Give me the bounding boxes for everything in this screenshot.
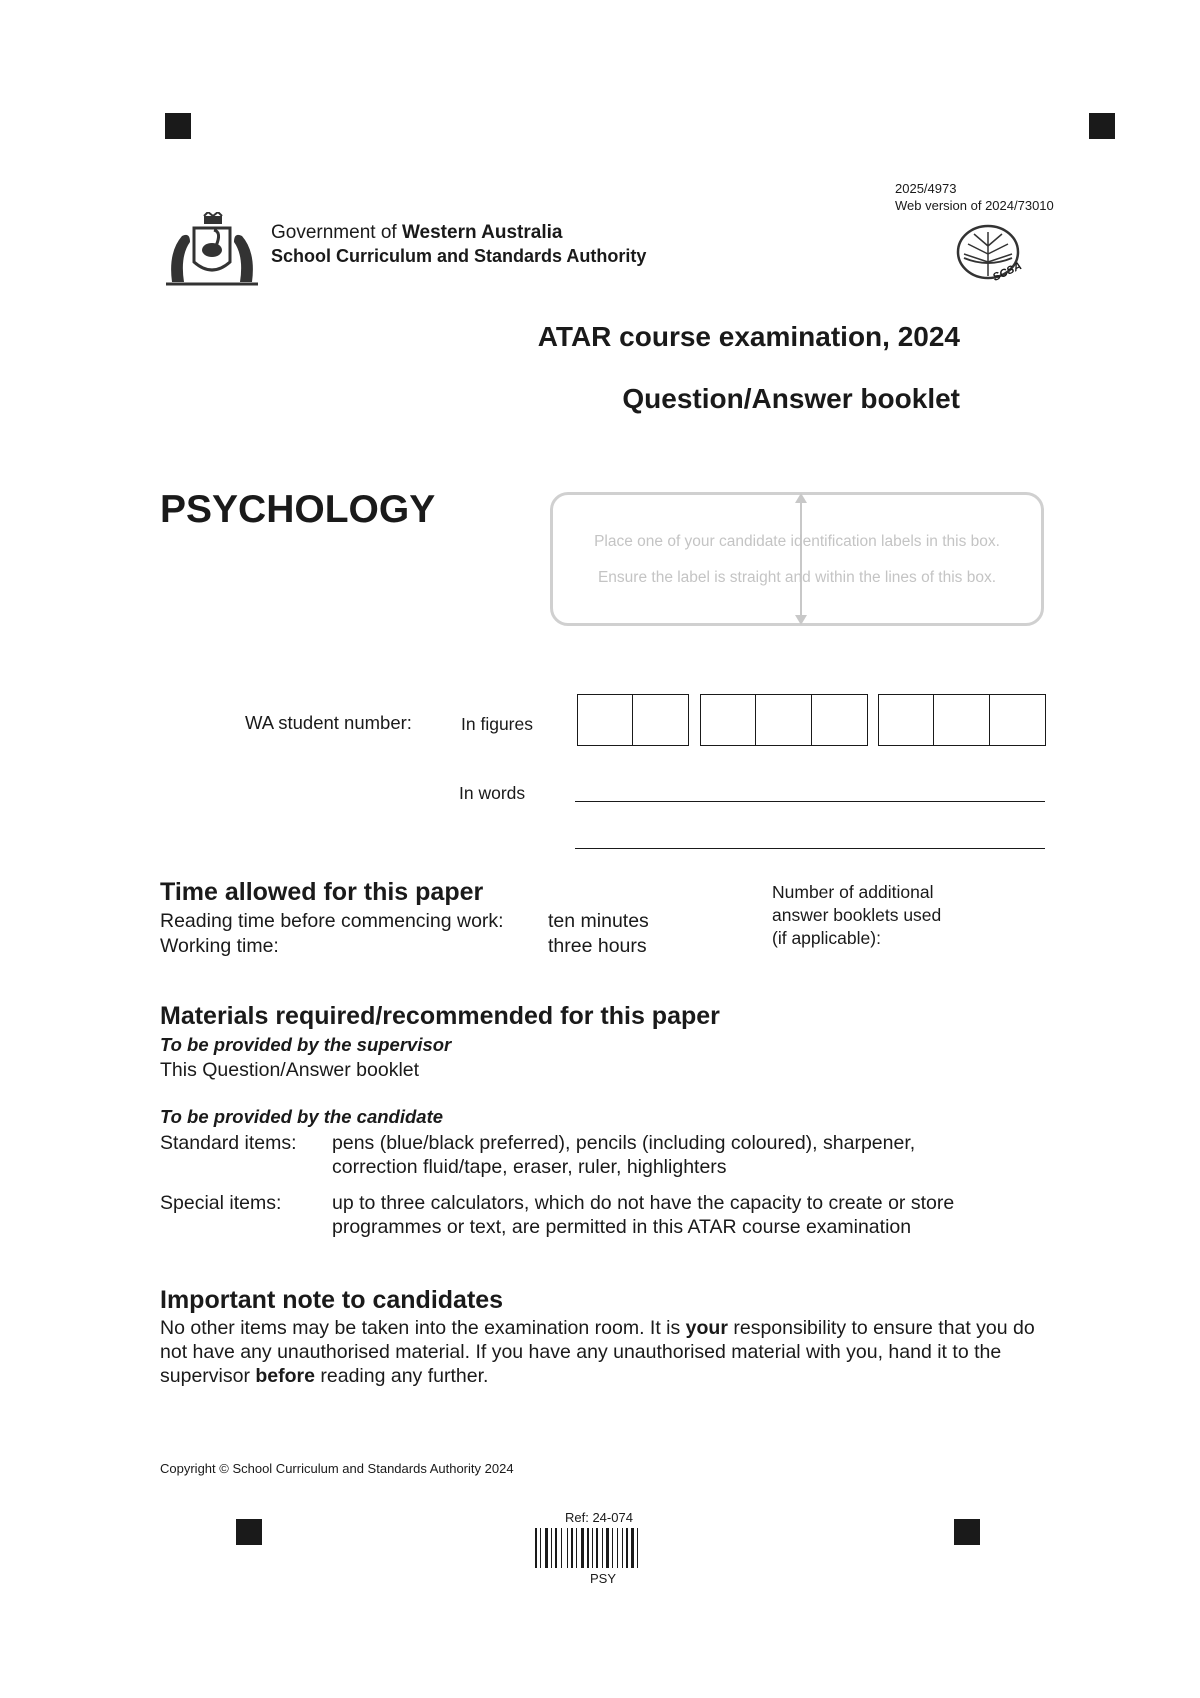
- registration-mark-bottom-right: [954, 1519, 980, 1545]
- web-version-code: Web version of 2024/73010: [895, 198, 1054, 213]
- digit-box[interactable]: [633, 695, 688, 745]
- barcode-bar: [551, 1528, 552, 1568]
- student-number-group-2[interactable]: [700, 694, 868, 746]
- label-box-instruction-2: Ensure the label is straight and within the lines of this box.: [597, 569, 997, 586]
- student-number-group-3[interactable]: [878, 694, 1046, 746]
- in-figures-label: In figures: [461, 714, 533, 734]
- barcode-bar: [631, 1528, 634, 1568]
- additional-booklets-label: Number of additional answer booklets used (if applicable):: [772, 882, 942, 948]
- candidate-subheading: To be provided by the candidate: [160, 1106, 444, 1127]
- barcode-bar: [596, 1528, 598, 1568]
- working-time-label: Working time:: [160, 935, 279, 957]
- in-words-line-2[interactable]: [575, 848, 1045, 849]
- registration-mark-top-right: [1089, 113, 1115, 139]
- barcode-bar: [555, 1528, 557, 1568]
- vertical-arrow-icon: [793, 491, 809, 627]
- wa-government-crest-logo: [160, 212, 264, 292]
- registration-mark-bottom-left: [236, 1519, 262, 1545]
- standard-items-value: pens (blue/black preferred), pencils (including coloured), sharpener, correction fluid/tape, eraser, ruler, highlighters: [332, 1132, 916, 1178]
- digit-box[interactable]: [879, 695, 934, 745]
- barcode-text: PSY: [590, 1571, 617, 1586]
- digit-box[interactable]: [701, 695, 756, 745]
- in-words-label: In words: [459, 783, 526, 803]
- reading-time-label: Reading time before commencing work:: [160, 910, 504, 932]
- barcode-bar: [617, 1528, 618, 1568]
- supervisor-item: This Question/Answer booklet: [160, 1059, 420, 1081]
- working-time-value: three hours: [548, 935, 647, 957]
- scsa-logo: [952, 222, 1036, 288]
- government-name-line1: Government of Western Australia: [271, 222, 563, 243]
- digit-box[interactable]: [756, 695, 811, 745]
- barcode-bar: [626, 1528, 628, 1568]
- barcode-bar: [602, 1528, 603, 1568]
- copyright-notice: Copyright © School Curriculum and Standards Authority 2024: [160, 1461, 514, 1476]
- barcode: [535, 1528, 675, 1568]
- barcode-bar: [592, 1528, 593, 1568]
- time-heading: Time allowed for this paper: [160, 878, 484, 906]
- important-note-heading: Important note to candidates: [160, 1286, 504, 1314]
- reference-number: Ref: 24-074: [565, 1510, 633, 1525]
- barcode-bar: [576, 1528, 577, 1568]
- student-number-label: WA student number:: [245, 712, 412, 733]
- label-box-instruction-1: Place one of your candidate identification labels in this box.: [594, 533, 1000, 550]
- barcode-bar: [606, 1528, 609, 1568]
- important-note-text: No other items may be taken into the examination room. It is your responsibility to ensure that you do not have any unauthorised material. If you have any unauthorised material with you, hand it to the supervisor before reading any further.: [160, 1317, 1035, 1387]
- digit-box[interactable]: [578, 695, 633, 745]
- subject-title: PSYCHOLOGY: [160, 488, 436, 531]
- digit-box[interactable]: [812, 695, 867, 745]
- reading-time-value: ten minutes: [548, 910, 649, 932]
- candidate-label-box: [550, 492, 1044, 626]
- special-items-label: Special items:: [160, 1192, 282, 1214]
- barcode-bar: [567, 1528, 568, 1568]
- barcode-bar: [587, 1528, 589, 1568]
- scsa-logo-text: SCSA: [990, 260, 1024, 284]
- barcode-bar: [561, 1528, 562, 1568]
- barcode-bar: [535, 1528, 537, 1568]
- materials-heading: Materials required/recommended for this paper: [160, 1002, 720, 1030]
- government-name-line2: School Curriculum and Standards Authority: [271, 246, 647, 266]
- supervisor-subheading: To be provided by the supervisor: [160, 1034, 452, 1055]
- digit-box[interactable]: [934, 695, 989, 745]
- registration-mark-top-left: [165, 113, 191, 139]
- barcode-bar: [581, 1528, 584, 1568]
- exam-title: ATAR course examination, 2024: [537, 321, 960, 352]
- barcode-bar: [612, 1528, 613, 1568]
- barcode-bar: [622, 1528, 623, 1568]
- special-items-value: up to three calculators, which do not have the capacity to create or store programmes or text, are permitted in this ATAR course examination: [332, 1192, 955, 1238]
- barcode-bar: [540, 1528, 541, 1568]
- document-code: 2025/4973: [895, 181, 957, 196]
- student-number-group-1[interactable]: [577, 694, 689, 746]
- barcode-bar: [637, 1528, 638, 1568]
- in-words-line-1[interactable]: [575, 801, 1045, 802]
- booklet-title: Question/Answer booklet: [622, 383, 960, 414]
- digit-box[interactable]: [990, 695, 1045, 745]
- barcode-bar: [545, 1528, 548, 1568]
- standard-items-label: Standard items:: [160, 1132, 297, 1154]
- barcode-bar: [571, 1528, 573, 1568]
